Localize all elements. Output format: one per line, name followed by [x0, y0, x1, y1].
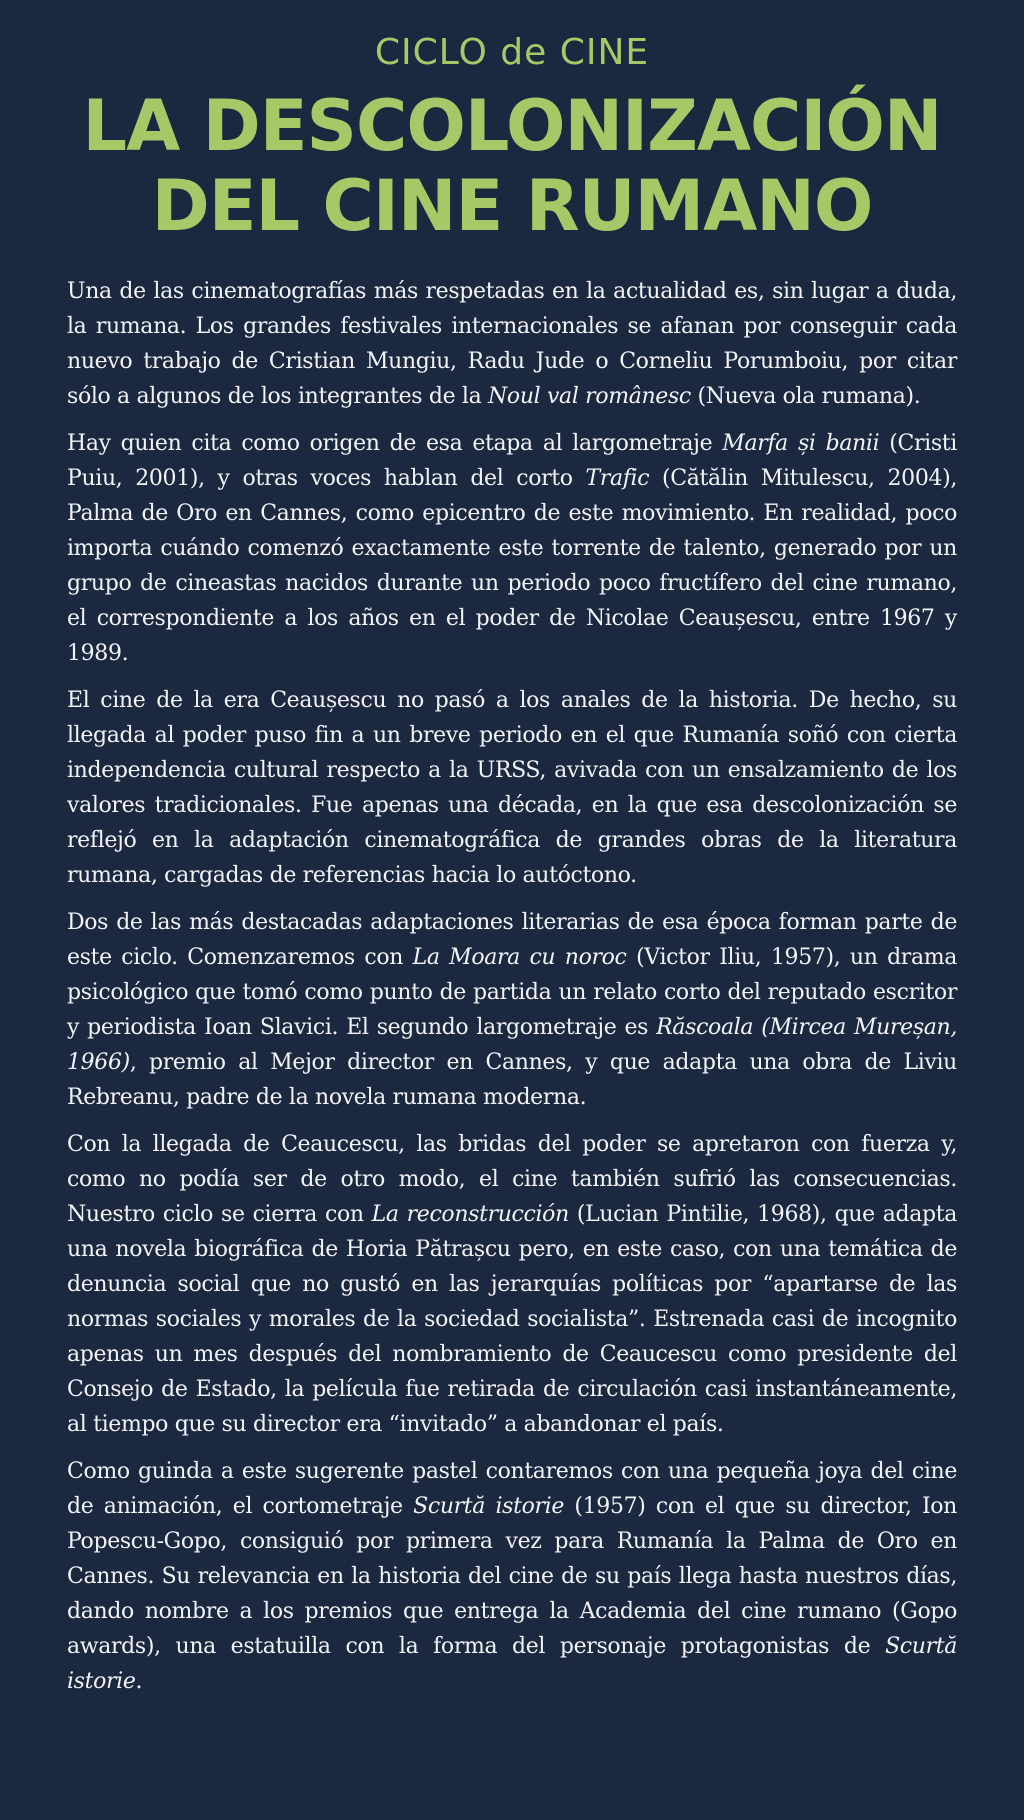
paragraph-5 — [67, 1127, 957, 1442]
paragraph-4-text-a: Dos de las más destacadas adaptaciones literarias de esa época forman parte de este ciclo. Comenzaremos con — [67, 910, 957, 970]
paragraph-4-text-b: (Victor Iliu, 1957), un drama psicológico que tomó como punto de partida un relato corto del reputado escritor y periodista Ioan Slavici. El segundo largometraje es — [67, 945, 958, 1040]
film-title: Noul val românesc — [488, 384, 691, 409]
article-body — [67, 274, 957, 1699]
title-line-2: DEL CINE RUMANO — [151, 165, 873, 247]
paragraph-2-text-a: Hay quien cita como origen de esa etapa al largometraje — [67, 431, 723, 456]
paragraph-1 — [67, 274, 957, 414]
paragraph-3: El cine de la era Ceaușescu no pasó a los anales de la historia. De hecho, su llegada al poder puso fin a un breve periodo en el que Rumanía soñó con cierta independencia cultural respecto a la URSS, avivada con un ensalzamiento de los valores tradicionales. Fue apenas una década, en la que esa descolonización se reflejó en la adaptación cinematográfica de grandes obras de la literatura rumana, cargadas de referencias hacia lo autóctono. — [67, 688, 957, 888]
film-title: La Moara cu noroc — [412, 945, 627, 970]
paragraph-2-text-b: (Cristi Puiu, 2001), y otras voces hablan del corto — [67, 431, 957, 491]
paragraph-1-text-a: Una de las cinematografías más respetadas en la actualidad es, sin lugar a duda, la rumana. Los grandes festivales internacionales se afanan por conseguir cada nuevo trabajo de Cristian Mungiu, Radu Jude o Corneliu Porumboiu, por citar sólo a algunos de los integrantes de la — [67, 279, 957, 409]
film-title: Scurtă istorie — [413, 1494, 565, 1519]
film-title: Răscoala (Mircea Mureșan, 1966) — [67, 1015, 957, 1075]
film-title: Marfa și banii — [722, 431, 880, 456]
title-line-1: LA DESCOLONIZACIÓN — [82, 85, 942, 167]
film-title: La reconstrucción — [371, 1202, 569, 1227]
film-title: Scurtă istorie — [67, 1634, 957, 1694]
page-title — [67, 86, 957, 246]
paragraph-2-text-c: (Cătălin Mitulescu, 2004), Palma de Oro en Cannes, como epicentro de este movimiento. En realidad, poco importa cuándo comenzó exactamente este torrente de talento, generado por un grupo de cineastas nacidos durante un periodo poco fructífero del cine rumano, el correspondiente a los años en el poder de Nicolae Ceaușescu, entre 1967 y 1989. — [67, 466, 957, 666]
paragraph-6-text-a: Como guinda a este sugerente pastel contaremos con una pequeña joya del cine de animación, el cortometraje — [67, 1459, 957, 1519]
paragraph-2 — [67, 426, 957, 671]
section-kicker: CICLO de CINE — [374, 32, 650, 73]
paragraph-6 — [67, 1454, 957, 1699]
paragraph-4 — [67, 905, 957, 1115]
paragraph-1-text-b: (Nueva ola rumana). — [690, 384, 921, 409]
film-title: Trafic — [585, 466, 650, 491]
paragraph-5-text-a: Con la llegada de Ceaucescu, las bridas del poder se apretaron con fuerza y, como no podía ser de otro modo, el cine también sufrió las consecuencias. Nuestro ciclo se cierra con — [67, 1132, 957, 1227]
paragraph-5-text-b: (Lucian Pintilie, 1968), que adapta una novela biográfica de Horia Pătrașcu pero, en este caso, con una temática de denuncia social que no gustó en las jerarquías políticas por “apartarse de las normas sociales y morales de la sociedad socialista”. Estrenada casi de incognito apenas un mes después del nombramiento de Ceaucescu como presidente del Consejo de Estado, la película fue retirada de circulación casi instantáneamente, al tiempo que su director era “invitado” a abandonar el país. — [67, 1202, 958, 1437]
paragraph-6-text-b: (1957) con el que su director, Ion Popescu-Gopo, consiguió por primera vez para Rumanía la Palma de Oro en Cannes. Su relevancia en la historia del cine de su país llega hasta nuestros días, dando nombre a los premios que entrega la Academia del cine rumano (Gopo awards), una estatuilla con la forma del personaje protagonistas de — [67, 1494, 958, 1659]
paragraph-6-text-c: . — [135, 1669, 143, 1694]
paragraph-4-text-c: , premio al Mejor director en Cannes, y que adapta una obra de Liviu Rebreanu, padre de la novela rumana moderna. — [67, 1050, 957, 1110]
